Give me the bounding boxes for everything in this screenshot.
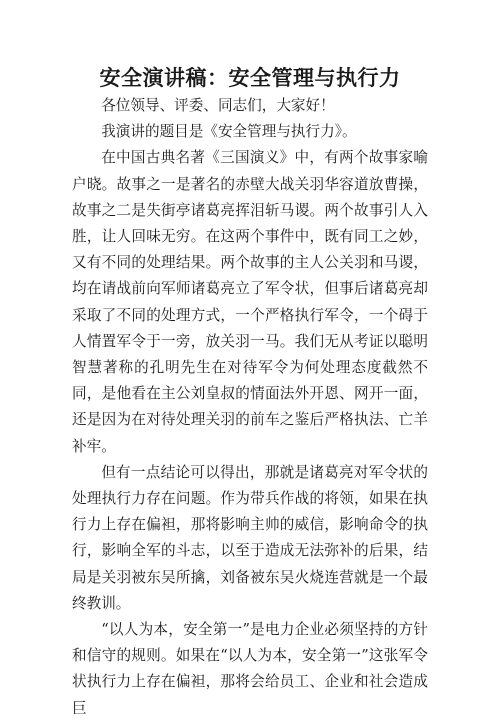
document-title: 安全演讲稿：安全管理与执行力 [99,65,401,90]
paragraph-topic: 我演讲的题目是《安全管理与执行力》。 [101,123,357,141]
paragraph-conclusion: 但有一点结论可以得出，那就是诸葛亮对军令状的处理执行力存在问题。作为带兵作战的将领，如果在执行力上存在偏袒，那将影响主帅的威信，影响命令的执行，影响全军的斗志，以至于造成无法弥补的后果，结局是关羽被东吴所擒，刘备被东吴火烧连营就是一个最终教训。 [72,463,428,612]
paragraph-greeting: 各位领导、评委、同志们，大家好！ [101,97,335,114]
document-body [72,93,428,722]
paragraph-safety-principle: “以人为本，安全第一”是电力企业必须坚持的方针和信守的规则。如果在“以人为本，安全第一”这张军令状执行力上存在偏袒，那将会给员工、企业和社会造成巨 [72,621,428,717]
paragraph-story: 在中国古典名著《三国演义》中，有两个故事家喻户晓。故事之一是著名的赤壁大战关羽华容道放曹操，故事之二是失街亭诸葛亮挥泪斩马谡。两个故事引人入胜，让人回味无穷。在这两个事件中，既有同工之妙，又有不同的处理结果。两个故事的主人公关羽和马谡，均在请战前向军师诸葛亮立了军令状，但事后诸葛亮却采取了不同的处理方式，一个严格执行军令，一个碍于人情置军令于一旁，放关羽一马。我们无从考证以聪明智慧著称的孔明先生在对待军令为何处理态度截然不同，是他看在主公刘皇叔的情面法外开恩、网开一面，还是因为在对待处理关羽的前车之鉴后严格执法、亡羊补牢。 [72,149,428,455]
